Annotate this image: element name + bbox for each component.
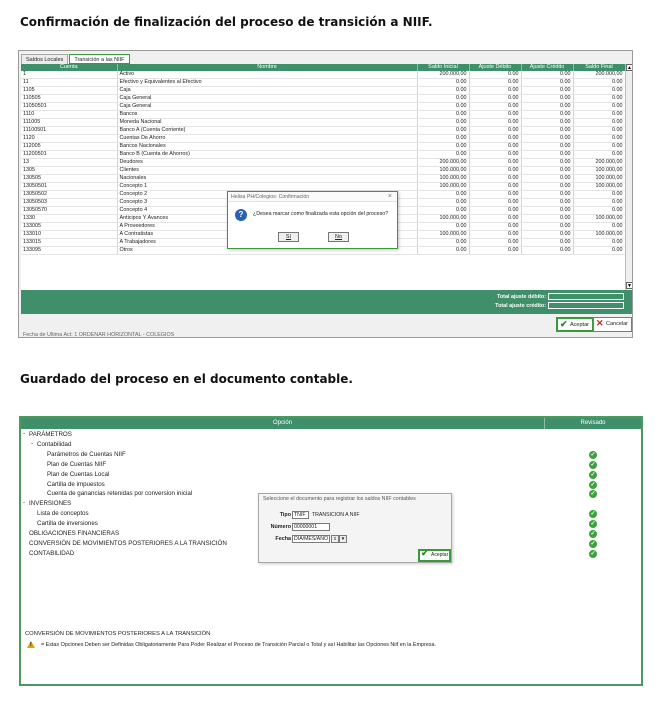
table-cell: 0.00 bbox=[521, 151, 573, 159]
tree-item-label: Plan de Cuentas NIIF bbox=[47, 460, 107, 468]
table-cell: 0.00 bbox=[521, 87, 573, 95]
check-circle-icon: ✓ bbox=[590, 491, 596, 498]
table-cell: 200.000,00 bbox=[417, 71, 469, 79]
table-cell: 0.00 bbox=[573, 239, 625, 247]
tree-item-label: Cuenta de ganancias retenidas por conversion inicial bbox=[47, 490, 193, 498]
tab-transicion-niif[interactable]: Transición a las NIIF bbox=[69, 54, 129, 64]
tree-item-label: Parámetros de Cuentas NIIF bbox=[47, 450, 126, 458]
table-cell: 0.00 bbox=[469, 119, 521, 127]
table-cell: A Proveedores bbox=[117, 223, 417, 231]
table-cell: 1105 bbox=[21, 87, 117, 95]
total-credit-label: Total ajuste crédito: bbox=[495, 303, 546, 309]
table-row[interactable] bbox=[21, 71, 625, 79]
tree-item-label: OBLIGACIONES FINANCIERAS bbox=[29, 530, 120, 537]
table-cell: 1 bbox=[21, 71, 117, 79]
check-icon: ✔ bbox=[421, 548, 429, 558]
table-cell: 0.00 bbox=[573, 119, 625, 127]
table-cell: 0.00 bbox=[573, 199, 625, 207]
table-cell: 0.00 bbox=[417, 143, 469, 151]
tab-saldos-locales[interactable]: Saldos Locales bbox=[21, 54, 68, 64]
table-cell: 0.00 bbox=[521, 135, 573, 143]
table-cell: Moneda Nacional bbox=[117, 119, 417, 127]
table-cell: 0.00 bbox=[469, 183, 521, 191]
table-cell: Deudores bbox=[117, 159, 417, 167]
table-cell: Banco A (Cuenta Corriente) bbox=[117, 127, 417, 135]
table-cell: 0.00 bbox=[573, 79, 625, 87]
table-cell: 0.00 bbox=[521, 199, 573, 207]
tree-item-label: Lista de conceptos bbox=[37, 510, 89, 518]
table-cell: 0.00 bbox=[521, 167, 573, 175]
table-cell: 0.00 bbox=[521, 239, 573, 247]
scroll-up-icon[interactable]: ▲ bbox=[627, 65, 632, 71]
table-cell: Caja General bbox=[117, 103, 417, 111]
table-cell: 0.00 bbox=[469, 71, 521, 79]
table-cell: 133015 bbox=[21, 239, 117, 247]
table-cell: 100.000,00 bbox=[417, 231, 469, 239]
table-cell: 0.00 bbox=[521, 247, 573, 255]
table-row[interactable] bbox=[21, 79, 625, 87]
table-cell: 0.00 bbox=[521, 215, 573, 223]
table-cell: 13050502 bbox=[21, 191, 117, 199]
table-cell: 0.00 bbox=[469, 199, 521, 207]
table-cell: 0.00 bbox=[521, 111, 573, 119]
column-option: Opción bbox=[21, 418, 545, 429]
fecha-label: Fecha bbox=[275, 536, 291, 542]
table-cell: 11100501 bbox=[21, 127, 117, 135]
table-cell: 0.00 bbox=[469, 215, 521, 223]
tipo-input[interactable]: TNIF bbox=[292, 511, 309, 519]
table-cell: 111005 bbox=[21, 119, 117, 127]
table-cell: 0.00 bbox=[417, 119, 469, 127]
table-cell: 0.00 bbox=[417, 103, 469, 111]
table-cell: 0.00 bbox=[521, 95, 573, 103]
tree-item[interactable] bbox=[21, 450, 641, 459]
table-row[interactable] bbox=[21, 111, 625, 119]
tab-bar bbox=[21, 54, 131, 64]
table-cell: 13 bbox=[21, 159, 117, 167]
options-header bbox=[21, 418, 641, 429]
close-icon[interactable]: × bbox=[387, 193, 392, 200]
check-circle-icon: ✓ bbox=[590, 531, 596, 537]
numero-label: Número bbox=[270, 524, 291, 530]
table-cell: 0.00 bbox=[417, 95, 469, 103]
table-cell: A Contratistas bbox=[117, 231, 417, 239]
table-cell: 0.00 bbox=[573, 103, 625, 111]
table-row[interactable] bbox=[21, 183, 625, 191]
tree-item-label: Contabilidad bbox=[37, 440, 72, 448]
table-cell: 100.000,00 bbox=[417, 183, 469, 191]
column-header[interactable]: Ajuste Crédito bbox=[521, 64, 573, 71]
table-cell: 0.00 bbox=[469, 191, 521, 199]
tree-item-label: CONTABILIDAD bbox=[29, 549, 75, 557]
table-cell: 0.00 bbox=[573, 207, 625, 215]
table-cell: 1305 bbox=[21, 167, 117, 175]
totals-band bbox=[21, 290, 632, 314]
note-title: CONVERSIÓN DE MOVIMIENTOS POSTERIORES A LA TRANSICIÓN bbox=[25, 631, 211, 637]
tipo-label: Tipo bbox=[279, 512, 291, 518]
check-circle-icon: ✓ bbox=[590, 521, 596, 528]
yes-button[interactable]: Sí bbox=[278, 232, 299, 242]
table-cell: 100.000,00 bbox=[573, 175, 625, 183]
table-cell: Anticipos Y Avances bbox=[117, 215, 417, 223]
total-credit-value bbox=[548, 302, 624, 309]
tree-item-label: CONVERSIÓN DE MOVIMIENTOS POSTERIORES A LA TRANSICIÓN bbox=[29, 539, 227, 547]
table-cell: Efectivo y Equivalentes al Efectivo bbox=[117, 79, 417, 87]
table-cell: 0.00 bbox=[469, 95, 521, 103]
table-cell: 0.00 bbox=[521, 143, 573, 151]
table-cell: 100.000,00 bbox=[573, 215, 625, 223]
table-cell: 200.000,00 bbox=[573, 159, 625, 167]
numero-input[interactable]: 00000001 bbox=[292, 523, 330, 531]
table-cell: Cuentas De Ahorro bbox=[117, 135, 417, 143]
column-header[interactable]: Ajuste Débito bbox=[469, 64, 521, 71]
table-cell: Otros bbox=[117, 247, 417, 255]
table-cell: Concepto 3 bbox=[117, 199, 417, 207]
table-cell: 0.00 bbox=[417, 191, 469, 199]
table-cell: 13050570 bbox=[21, 207, 117, 215]
table-cell: 0.00 bbox=[469, 223, 521, 231]
table-cell: 0.00 bbox=[469, 127, 521, 135]
table-cell: 0.00 bbox=[573, 95, 625, 103]
table-cell: 0.00 bbox=[417, 79, 469, 87]
accept-button[interactable]: ✔ Aceptar bbox=[418, 549, 451, 562]
table-cell: 0.00 bbox=[417, 135, 469, 143]
dialog-titlebar: Helisa PH/Colegios: Confirmación × bbox=[228, 192, 397, 202]
table-cell: Caja bbox=[117, 87, 417, 95]
column-header[interactable]: Saldo Final bbox=[573, 64, 625, 71]
table-cell: Bancos bbox=[117, 111, 417, 119]
table-cell: Concepto 4 bbox=[117, 207, 417, 215]
table-cell: 0.00 bbox=[469, 231, 521, 239]
table-row[interactable] bbox=[21, 95, 625, 103]
collapse-icon[interactable]: - bbox=[31, 440, 33, 447]
table-cell: 200.000,00 bbox=[417, 159, 469, 167]
table-cell: 0.00 bbox=[521, 231, 573, 239]
table-cell: 0.00 bbox=[573, 87, 625, 95]
check-circle-icon: ✓ bbox=[590, 540, 596, 547]
process-window: Opción Revisado - PARÁMETROS - Contabilidad Parámetros de Cuentas NIIF ✓ Plan de Cuentas NIIF ✓ Plan de Cuentas Local ✓ Cartilla de impuestos ✓ Cuenta de ganancias retenidas por conversion inicial ✓ - INVERSIONES Lista de conceptos ✓ Cartilla de inversiones ✓ OBLIGACIONES FINANCIERAS ✓ CONVERSIÓN DE MOVIMIENTOS POSTERIORES A LA TRANSICIÓN ✓ CONTABILIDAD ✓ CONVERSIÓN DE MOVIMIENTOS POSTERIORES A LA TRANSICIÓN ! = Estas Opciones Deben ser Definidas Obligatoriamente Para Poder Realizar el Proceso de Transición Parcial o Total y así Habilitar las Opciones Niif en la Empresa. Seleccione el documento para registrar los saldos NIIF contables Tipo TNIF TRANSICION A NIIF Número 00000001 Fecha DIA/MES/AÑO ⇕ ▼ ✔ Aceptar bbox=[19, 416, 643, 686]
table-cell: 0.00 bbox=[469, 175, 521, 183]
date-dropdown-icon[interactable]: ▼ bbox=[340, 536, 346, 541]
table-cell: 0.00 bbox=[521, 183, 573, 191]
table-cell: Concepto 2 bbox=[117, 191, 417, 199]
table-cell: 0.00 bbox=[417, 151, 469, 159]
tree-item[interactable] bbox=[21, 470, 641, 479]
table-cell: 100.000,00 bbox=[417, 175, 469, 183]
table-cell: A Trabajadores bbox=[117, 239, 417, 247]
tree-item[interactable] bbox=[21, 430, 641, 439]
table-row[interactable] bbox=[21, 135, 625, 143]
tree-item-label: PARÁMETROS bbox=[29, 431, 72, 438]
table-cell: 100.000,00 bbox=[573, 167, 625, 175]
tree-item-label: INVERSIONES bbox=[29, 500, 72, 508]
table-cell: 0.00 bbox=[573, 223, 625, 231]
table-cell: 0.00 bbox=[469, 167, 521, 175]
table-cell: 0.00 bbox=[469, 151, 521, 159]
table-cell: 0.00 bbox=[417, 207, 469, 215]
table-cell: 0.00 bbox=[573, 111, 625, 119]
table-cell: 1120 bbox=[21, 135, 117, 143]
table-cell: 0.00 bbox=[521, 127, 573, 135]
table-cell: 0.00 bbox=[521, 191, 573, 199]
table-cell: Caja General bbox=[117, 95, 417, 103]
table-cell: 130505 bbox=[21, 175, 117, 183]
table-row[interactable] bbox=[21, 127, 625, 135]
table-cell: 0.00 bbox=[521, 103, 573, 111]
question-icon: ? bbox=[235, 209, 247, 221]
table-cell: 133010 bbox=[21, 231, 117, 239]
column-header[interactable]: Cuenta bbox=[21, 64, 117, 71]
status-line: Fecha de Ultima Act: 1 ORDENAR HORIZONTAL - COLEGIOS bbox=[23, 332, 175, 338]
table-cell: 0.00 bbox=[469, 143, 521, 151]
table-cell: 0.00 bbox=[521, 71, 573, 79]
check-circle-icon: ✓ bbox=[590, 511, 596, 518]
check-circle-icon: ✓ bbox=[590, 461, 596, 468]
table-cell: 0.00 bbox=[417, 247, 469, 255]
table-cell: 11 bbox=[21, 79, 117, 87]
check-icon: ✔ bbox=[560, 319, 568, 329]
heading-save: Guardado del proceso en el documento contable. bbox=[20, 372, 353, 386]
table-cell: 0.00 bbox=[469, 207, 521, 215]
table-cell: Banco B (Cuenta de Ahorros) bbox=[117, 151, 417, 159]
table-cell: 0.00 bbox=[573, 135, 625, 143]
date-spinner-icon[interactable]: ⇕ bbox=[331, 535, 339, 543]
total-debit-label: Total ajuste débito: bbox=[496, 294, 546, 300]
table-cell: 133095 bbox=[21, 247, 117, 255]
tree-item[interactable] bbox=[21, 480, 641, 489]
table-cell: 112005 bbox=[21, 143, 117, 151]
tree-item-label: Cartilla de inversiones bbox=[37, 520, 98, 528]
table-cell: 0.00 bbox=[573, 191, 625, 199]
table-cell: 200.000,00 bbox=[573, 71, 625, 79]
vertical-scrollbar[interactable] bbox=[625, 64, 633, 290]
dialog-message: ¿Desea marcar como finalizada esta opción del proceso? bbox=[253, 211, 389, 217]
note-text: = Estas Opciones Deben ser Definidas Obligatoriamente Para Poder Realizar el Proceso de Transición Parcial o Total y así Habilitar las Opciones Niif en la Empresa. bbox=[41, 642, 436, 648]
table-cell: 0.00 bbox=[521, 159, 573, 167]
table-cell: Clientes bbox=[117, 167, 417, 175]
table-cell: 0.00 bbox=[521, 119, 573, 127]
table-cell: Activo bbox=[117, 71, 417, 79]
transition-window bbox=[18, 50, 633, 338]
table-cell: Nacionales bbox=[117, 175, 417, 183]
table-row[interactable] bbox=[21, 159, 625, 167]
check-circle-icon: ✓ bbox=[590, 451, 596, 458]
no-button[interactable]: No bbox=[328, 232, 349, 242]
tipo-description: TRANSICION A NIIF bbox=[312, 512, 360, 518]
table-cell: 100.000,00 bbox=[417, 167, 469, 175]
collapse-icon[interactable]: - bbox=[23, 431, 25, 437]
table-cell: Bancos Nacionales bbox=[117, 143, 417, 151]
tree-item[interactable] bbox=[21, 460, 641, 469]
table-cell: 0.00 bbox=[417, 127, 469, 135]
table-cell: 0.00 bbox=[521, 175, 573, 183]
table-cell: 0.00 bbox=[469, 111, 521, 119]
table-cell: 0.00 bbox=[469, 87, 521, 95]
table-cell: 11050501 bbox=[21, 103, 117, 111]
column-reviewed: Revisado bbox=[580, 420, 606, 426]
tree-item[interactable] bbox=[21, 440, 641, 449]
table-cell: 0.00 bbox=[469, 247, 521, 255]
table-row[interactable] bbox=[21, 175, 625, 183]
document-dialog bbox=[258, 493, 452, 563]
table-cell: 0.00 bbox=[469, 159, 521, 167]
table-cell: 0.00 bbox=[573, 247, 625, 255]
table-cell: 0.00 bbox=[417, 111, 469, 119]
table-cell: 0.00 bbox=[417, 87, 469, 95]
collapse-icon[interactable]: - bbox=[23, 500, 25, 507]
check-circle-icon: ✓ bbox=[590, 481, 596, 488]
total-debit-value bbox=[548, 293, 624, 300]
table-cell: 0.00 bbox=[469, 103, 521, 111]
table-cell: 100.000,00 bbox=[573, 231, 625, 239]
table-row[interactable] bbox=[21, 151, 625, 159]
table-row[interactable] bbox=[21, 87, 625, 95]
table-cell: 110505 bbox=[21, 95, 117, 103]
table-cell: 100.000,00 bbox=[417, 215, 469, 223]
table-cell: 133005 bbox=[21, 223, 117, 231]
tree-item-label: Cartilla de impuestos bbox=[47, 480, 105, 488]
table-row[interactable] bbox=[21, 167, 625, 175]
table-cell: 11200501 bbox=[21, 151, 117, 159]
table-cell: 0.00 bbox=[469, 239, 521, 247]
table-cell: 0.00 bbox=[469, 135, 521, 143]
table-cell: 13050501 bbox=[21, 183, 117, 191]
table-cell: 0.00 bbox=[469, 79, 521, 87]
dialog-title: Seleccione el documento para registrar los saldos NIIF contables bbox=[263, 496, 416, 502]
table-cell: 0.00 bbox=[573, 143, 625, 151]
table-cell: 1330 bbox=[21, 215, 117, 223]
table-cell: 0.00 bbox=[573, 127, 625, 135]
table-cell: 0.00 bbox=[521, 207, 573, 215]
table-cell: 13050503 bbox=[21, 199, 117, 207]
table-row[interactable] bbox=[21, 103, 625, 111]
scroll-down-icon[interactable]: ▼ bbox=[627, 283, 632, 289]
cancel-button[interactable]: ✕ Cancelar bbox=[593, 317, 632, 332]
table-cell: Concepto 1 bbox=[117, 183, 417, 191]
column-header[interactable]: Nombre bbox=[117, 64, 417, 71]
check-circle-icon: ✓ bbox=[590, 471, 596, 478]
heading-confirmation: Confirmación de finalización del proceso de transición a NIIF. bbox=[20, 15, 433, 29]
table-cell: 100.000,00 bbox=[573, 183, 625, 191]
fecha-input[interactable]: DIA/MES/AÑO bbox=[294, 536, 329, 542]
table-cell: 1110 bbox=[21, 111, 117, 119]
close-icon: ✕ bbox=[596, 318, 604, 328]
table-row[interactable] bbox=[21, 143, 625, 151]
table-cell: 0.00 bbox=[417, 239, 469, 247]
accept-button[interactable]: ✔ Aceptar bbox=[556, 317, 594, 332]
table-row[interactable] bbox=[21, 119, 625, 127]
table-cell: 0.00 bbox=[417, 223, 469, 231]
check-circle-icon: ✓ bbox=[590, 550, 596, 557]
tree-item-label: Plan de Cuentas Local bbox=[47, 470, 110, 478]
table-cell: 0.00 bbox=[521, 79, 573, 87]
confirmation-dialog bbox=[227, 191, 398, 249]
table-cell: 0.00 bbox=[573, 151, 625, 159]
column-header[interactable]: Saldo Inicial bbox=[417, 64, 469, 71]
table-cell: 0.00 bbox=[417, 199, 469, 207]
table-cell: 0.00 bbox=[521, 223, 573, 231]
